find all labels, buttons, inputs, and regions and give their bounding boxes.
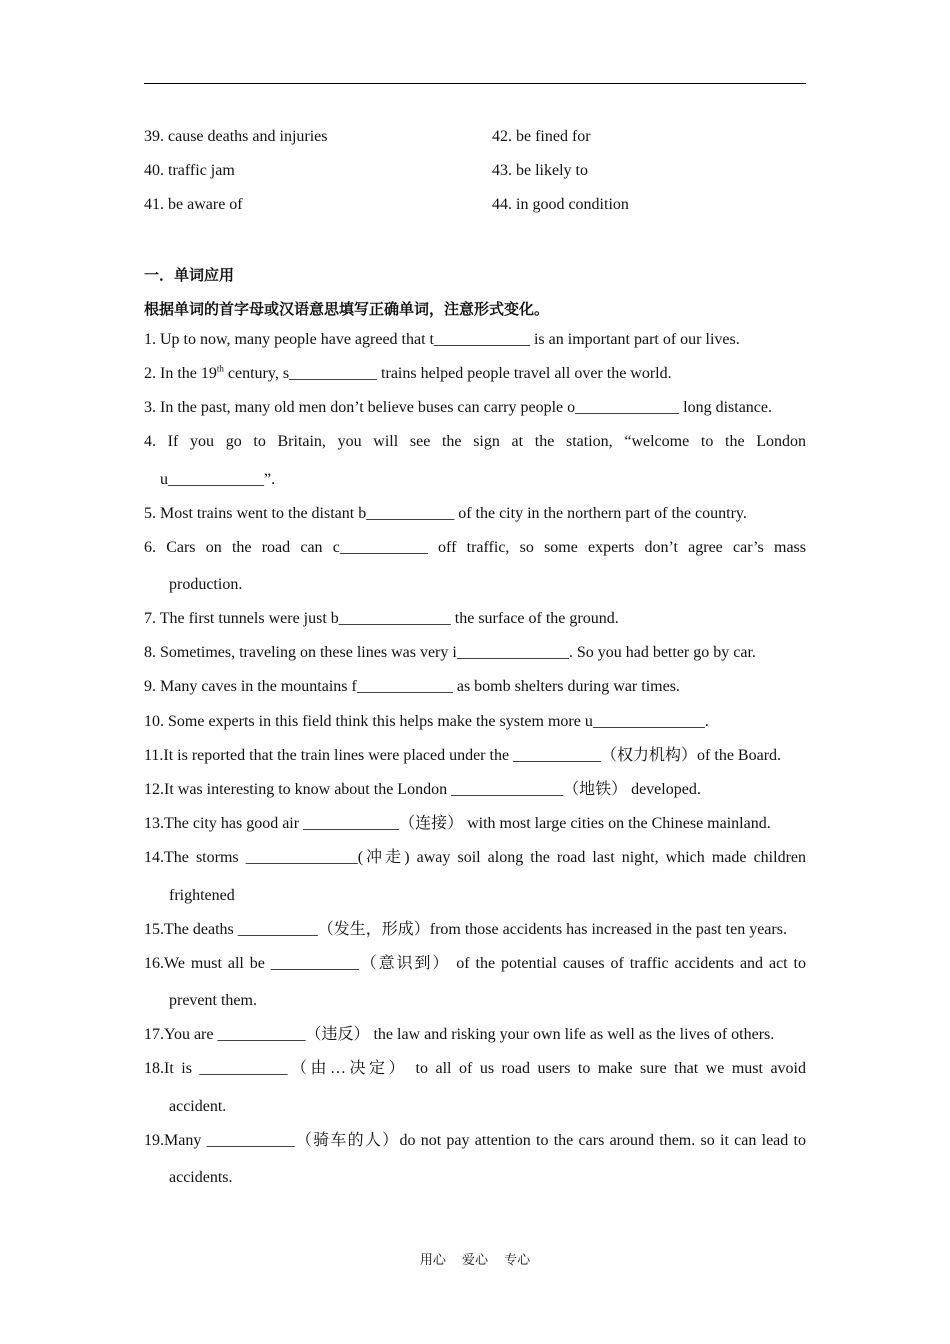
- question-2-start: 2. In the 19: [144, 365, 217, 382]
- question-1: 1. Up to now, many people have agreed that t____________ is an important part of our lives.: [144, 331, 740, 348]
- question-6-line-2: production.: [169, 576, 243, 593]
- phrase-39: 39. cause deaths and injuries: [144, 128, 328, 145]
- question-6-line-1: 6. Cars on the road can c___________ off traffic, so some experts don’t agree car’s mass: [144, 539, 806, 556]
- question-10: 10. Some experts in this field think this helps make the system more u______________.: [144, 713, 709, 730]
- section-instruction: 根据单词的首字母或汉语意思填写正确单词，注意形式变化。: [144, 300, 550, 318]
- question-4-line-1: 4. If you go to Britain, you will see the sign at the station, “welcome to the London: [144, 433, 806, 450]
- question-18-line-2: accident.: [169, 1098, 227, 1115]
- question-16-line-1: 16.We must all be ___________（意识到） of the potential causes of traffic accidents and act to: [144, 955, 806, 972]
- header-rule: [144, 83, 806, 84]
- question-15: 15.The deaths __________（发生，形成）from those accidents has increased in the past ten years.: [144, 921, 787, 938]
- question-13: 13.The city has good air ____________（连接） with most large cities on the Chinese mainland.: [144, 815, 771, 832]
- question-14-line-2: frightened: [169, 887, 235, 904]
- question-19-line-2: accidents.: [169, 1169, 233, 1186]
- phrase-40: 40. traffic jam: [144, 162, 235, 179]
- question-14-line-1: 14.The storms ______________(冲走) away soil along the road last night, which made children: [144, 849, 806, 866]
- phrase-43: 43. be likely to: [492, 162, 588, 179]
- question-4-line-2: u____________”.: [160, 471, 276, 488]
- question-19-line-1: 19.Many ___________（骑车的人）do not pay attention to the cars around them. so it can lead to: [144, 1132, 806, 1149]
- phrase-42: 42. be fined for: [492, 128, 591, 145]
- question-3: 3. In the past, many old men don’t believe buses can carry people o_____________ long distance.: [144, 399, 772, 416]
- question-7: 7. The first tunnels were just b______________ the surface of the ground.: [144, 610, 619, 627]
- page-footer: 用心 爱心 专心: [419, 1253, 531, 1268]
- question-9: 9. Many caves in the mountains f____________ as bomb shelters during war times.: [144, 678, 680, 695]
- question-11: 11.It is reported that the train lines were placed under the ___________（权力机构）of the Board.: [144, 747, 782, 764]
- phrase-41: 41. be aware of: [144, 196, 243, 213]
- question-5: 5. Most trains went to the distant b___________ of the city in the northern part of the country.: [144, 505, 747, 522]
- question-2-superscript: th: [216, 363, 224, 374]
- phrase-44: 44. in good condition: [492, 196, 629, 213]
- question-16-line-2: prevent them.: [169, 992, 257, 1009]
- question-2: [144, 364, 672, 384]
- question-17: 17.You are ___________（违反） the law and risking your own life as well as the lives of others.: [144, 1026, 775, 1043]
- question-2-end: century, s___________ trains helped people travel all over the world.: [223, 365, 672, 382]
- question-12: 12.It was interesting to know about the London ______________（地铁） developed.: [144, 781, 701, 798]
- section-title: 一．单词应用: [144, 266, 235, 284]
- question-8: 8. Sometimes, traveling on these lines was very i______________. So you had better go by car.: [144, 644, 756, 661]
- question-18-line-1: 18.It is ___________（由…决定） to all of us road users to make sure that we must avoid: [144, 1060, 806, 1077]
